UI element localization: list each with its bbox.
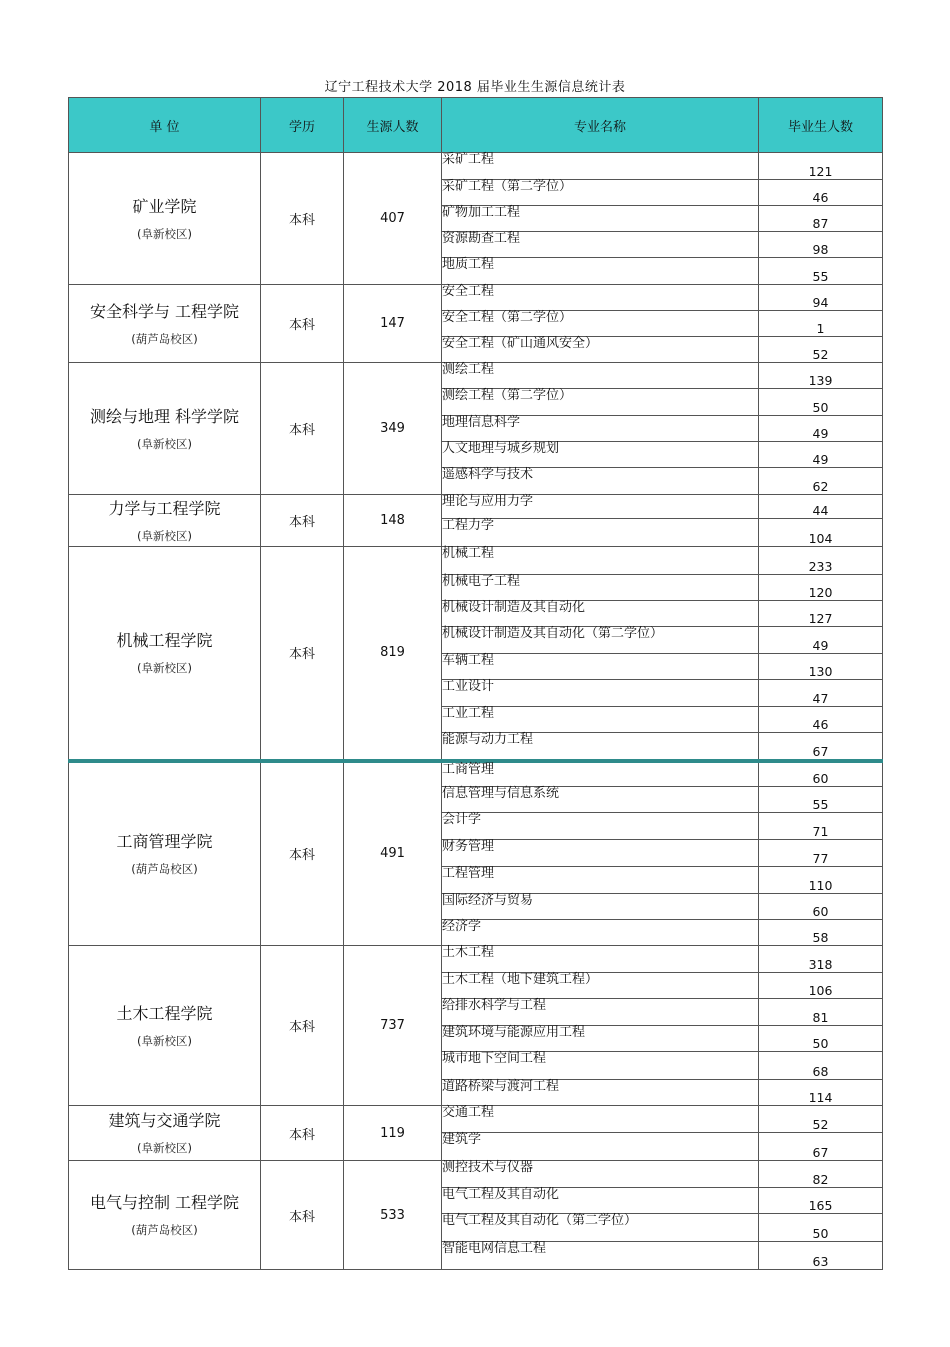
graduate-count-value: 318 (808, 957, 833, 972)
graduate-count-value: 110 (808, 878, 833, 893)
graduate-count-cell (759, 920, 883, 946)
degree-cell: 本科 (261, 363, 344, 495)
source-count-cell: 819 (344, 547, 442, 761)
source-count-cell: 407 (344, 153, 442, 285)
major-name-cell: 信息管理与信息系统 (442, 787, 759, 813)
source-count-cell: 737 (344, 946, 442, 1106)
graduate-count-cell (759, 1080, 883, 1106)
college-name: 建筑与交通学院 (108, 1111, 221, 1130)
major-name-cell: 机械工程 (442, 547, 759, 575)
graduate-count-cell (759, 575, 883, 601)
graduate-count-value: 1 (816, 321, 825, 336)
campus-label: (阜新校区) (137, 1141, 192, 1155)
unit-cell (69, 1106, 261, 1161)
major-name-cell: 土木工程 (442, 946, 759, 973)
graduate-count-value: 55 (812, 269, 829, 284)
table-row (69, 153, 883, 180)
campus-label: (葫芦岛校区) (131, 861, 198, 876)
graduate-count-cell (759, 285, 883, 311)
graduate-count-value: 47 (812, 691, 829, 706)
degree-cell: 本科 (261, 495, 344, 547)
graduate-count-cell (759, 680, 883, 707)
graduate-count-value: 82 (812, 1172, 829, 1187)
graduate-count-value: 139 (808, 373, 833, 388)
unit-cell (69, 946, 261, 1106)
graduate-count-cell (759, 1133, 883, 1161)
table-row (69, 761, 883, 787)
graduate-count-cell (759, 389, 883, 416)
graduate-count-value: 46 (812, 190, 829, 205)
graduate-count-value: 55 (812, 797, 829, 812)
major-name-cell: 城市地下空间工程 (442, 1052, 759, 1080)
table-body (69, 153, 883, 1270)
graduate-count-cell (759, 1188, 883, 1214)
graduate-count-value: 60 (812, 771, 829, 786)
degree-cell: 本科 (261, 285, 344, 363)
college-name: 电气与控制 工程学院 (89, 1193, 240, 1212)
graduate-count-value: 58 (812, 930, 829, 945)
major-name-cell: 采矿工程 (442, 153, 759, 180)
graduate-count-cell (759, 1242, 883, 1270)
graduate-count-value: 49 (812, 426, 829, 441)
graduate-count-value: 49 (812, 638, 829, 653)
unit-cell (69, 363, 261, 495)
graduate-count-value: 50 (812, 1226, 829, 1241)
major-name-cell: 车辆工程 (442, 654, 759, 680)
graduate-count-value: 121 (808, 164, 833, 179)
major-name-cell: 建筑学 (442, 1133, 759, 1161)
graduate-count-cell (759, 1161, 883, 1188)
college-name: 力学与工程学院 (108, 498, 221, 518)
degree-cell: 本科 (261, 1106, 344, 1161)
graduate-count-value: 67 (812, 1145, 829, 1160)
graduate-count-cell (759, 999, 883, 1026)
graduate-count-cell (759, 973, 883, 999)
source-count-cell: 349 (344, 363, 442, 495)
table-row (69, 1161, 883, 1188)
table-row (69, 363, 883, 389)
college-name: 测绘与地理 科学学院 (89, 406, 240, 426)
unit-cell (69, 547, 261, 761)
college-name: 工商管理学院 (116, 831, 213, 851)
degree-cell: 本科 (261, 1161, 344, 1270)
graduate-count-cell (759, 654, 883, 680)
source-count-cell: 147 (344, 285, 442, 363)
unit-cell (69, 153, 261, 285)
table-row (69, 285, 883, 311)
graduate-count-value: 49 (812, 452, 829, 467)
graduate-count-cell (759, 442, 883, 468)
graduate-count-value: 120 (808, 585, 833, 600)
graduate-count-cell (759, 707, 883, 733)
campus-label: (阜新校区) (137, 1033, 192, 1048)
major-name-cell: 采矿工程（第二学位） (442, 180, 759, 206)
major-name-cell: 会计学 (442, 813, 759, 840)
graduate-count-cell (759, 180, 883, 206)
major-name-cell: 矿物加工工程 (442, 206, 759, 232)
graduate-count-cell (759, 761, 883, 787)
major-name-cell: 理论与应用力学 (442, 495, 759, 519)
graduate-count-cell (759, 416, 883, 442)
graduate-count-cell (759, 337, 883, 363)
graduate-count-cell (759, 363, 883, 389)
graduate-count-cell (759, 894, 883, 920)
table-row (69, 1106, 883, 1133)
college-name: 安全科学与 工程学院 (89, 301, 240, 321)
major-name-cell: 土木工程（地下建筑工程） (442, 973, 759, 999)
graduate-count-cell (759, 495, 883, 519)
degree-cell: 本科 (261, 153, 344, 285)
graduate-count-value: 50 (812, 400, 829, 415)
major-name-cell: 给排水科学与工程 (442, 999, 759, 1026)
graduate-count-cell (759, 1214, 883, 1242)
major-name-cell: 能源与动力工程 (442, 733, 759, 761)
graduate-count-cell (759, 519, 883, 547)
campus-label: (葫芦岛校区) (131, 1223, 198, 1237)
source-count-cell: 533 (344, 1161, 442, 1270)
major-name-cell: 道路桥梁与渡河工程 (442, 1080, 759, 1106)
graduate-count-value: 67 (812, 743, 829, 759)
graduate-count-value: 46 (812, 717, 829, 732)
graduate-count-value: 87 (812, 216, 829, 231)
graduate-count-value: 165 (808, 1198, 833, 1213)
table-row (69, 547, 883, 575)
graduate-count-value: 63 (812, 1254, 829, 1269)
major-name-cell: 资源勘查工程 (442, 232, 759, 258)
unit-cell (69, 495, 261, 547)
graduate-count-value: 60 (812, 904, 829, 919)
major-name-cell: 机械设计制造及其自动化 (442, 601, 759, 627)
major-name-cell: 工商管理 (442, 761, 759, 787)
graduate-count-cell (759, 813, 883, 840)
campus-label: (阜新校区) (137, 226, 192, 241)
graduate-count-cell (759, 1106, 883, 1133)
major-name-cell: 工程力学 (442, 519, 759, 547)
source-count-cell: 119 (344, 1106, 442, 1161)
header-major: 专业名称 (442, 98, 759, 153)
major-name-cell: 机械设计制造及其自动化（第二学位） (442, 627, 759, 654)
graduate-count-cell (759, 232, 883, 258)
college-name: 矿业学院 (132, 196, 197, 216)
major-name-cell: 经济学 (442, 920, 759, 946)
table-row (69, 495, 883, 519)
campus-label: (阜新校区) (137, 528, 192, 543)
degree-cell: 本科 (261, 547, 344, 761)
graduate-count-value: 68 (812, 1064, 829, 1079)
major-name-cell: 电气工程及其自动化 (442, 1188, 759, 1214)
major-name-cell: 工程管理 (442, 867, 759, 894)
source-count-cell: 491 (344, 761, 442, 946)
major-name-cell: 测控技术与仪器 (442, 1161, 759, 1188)
major-name-cell: 安全工程（第二学位） (442, 311, 759, 337)
graduate-count-value: 98 (812, 242, 829, 257)
graduate-count-value: 114 (808, 1090, 833, 1105)
degree-cell: 本科 (261, 946, 344, 1106)
unit-cell (69, 761, 261, 946)
graduate-count-value: 81 (812, 1010, 829, 1025)
major-name-cell: 人文地理与城乡规划 (442, 442, 759, 468)
college-name: 土木工程学院 (116, 1003, 213, 1023)
unit-cell (69, 285, 261, 363)
graduate-count-cell (759, 1052, 883, 1080)
major-name-cell: 工业工程 (442, 707, 759, 733)
graduate-count-cell (759, 840, 883, 867)
graduate-count-value: 127 (808, 611, 833, 626)
major-name-cell: 交通工程 (442, 1106, 759, 1133)
graduate-count-cell (759, 733, 883, 761)
graduate-count-cell (759, 547, 883, 575)
campus-label: (阜新校区) (137, 436, 192, 451)
graduate-count-value: 77 (812, 851, 829, 866)
graduate-count-cell (759, 601, 883, 627)
graduate-count-cell (759, 311, 883, 337)
major-name-cell: 遥感科学与技术 (442, 468, 759, 495)
major-name-cell: 安全工程（矿山通风安全） (442, 337, 759, 363)
degree-cell: 本科 (261, 761, 344, 946)
major-name-cell: 国际经济与贸易 (442, 894, 759, 920)
campus-label: (葫芦岛校区) (131, 331, 198, 346)
header-grad-count: 毕业生人数 (759, 98, 883, 153)
major-name-cell: 地质工程 (442, 258, 759, 285)
header-source-count: 生源人数 (344, 98, 442, 153)
graduate-count-cell (759, 468, 883, 495)
header-unit: 单 位 (69, 98, 261, 153)
graduate-count-cell (759, 206, 883, 232)
graduate-count-value: 52 (812, 1117, 829, 1132)
graduate-count-cell (759, 258, 883, 285)
graduate-count-value: 71 (812, 824, 829, 839)
header-degree: 学历 (261, 98, 344, 153)
graduate-count-cell (759, 867, 883, 894)
graduate-count-cell (759, 153, 883, 180)
page-title: 辽宁工程技术大学 2018 届毕业生生源信息统计表 (324, 80, 626, 95)
major-name-cell: 工业设计 (442, 680, 759, 707)
graduate-count-value: 130 (808, 664, 833, 679)
major-name-cell: 地理信息科学 (442, 416, 759, 442)
graduate-count-value: 104 (808, 531, 833, 546)
major-name-cell: 测绘工程 (442, 363, 759, 389)
graduate-count-value: 44 (812, 503, 829, 518)
major-name-cell: 测绘工程（第二学位） (442, 389, 759, 416)
major-name-cell: 财务管理 (442, 840, 759, 867)
major-name-cell: 建筑环境与能源应用工程 (442, 1026, 759, 1052)
campus-label: (阜新校区) (137, 660, 192, 675)
graduate-count-value: 94 (812, 295, 829, 310)
statistics-table (68, 97, 883, 1270)
college-name: 机械工程学院 (116, 630, 213, 650)
major-name-cell: 智能电网信息工程 (442, 1242, 759, 1270)
graduate-count-value: 233 (808, 559, 833, 574)
graduate-count-cell (759, 627, 883, 654)
table-row (69, 946, 883, 973)
graduate-count-cell (759, 787, 883, 813)
unit-cell (69, 1161, 261, 1270)
source-count-cell: 148 (344, 495, 442, 547)
graduate-count-value: 62 (812, 479, 829, 494)
graduate-count-value: 52 (812, 347, 829, 362)
graduate-count-value: 106 (808, 983, 833, 998)
major-name-cell: 安全工程 (442, 285, 759, 311)
graduate-count-cell (759, 1026, 883, 1052)
graduate-count-cell (759, 946, 883, 973)
major-name-cell: 机械电子工程 (442, 575, 759, 601)
major-name-cell: 电气工程及其自动化（第二学位） (442, 1214, 759, 1242)
graduate-count-value: 50 (812, 1036, 829, 1051)
table-header-row (69, 98, 883, 153)
